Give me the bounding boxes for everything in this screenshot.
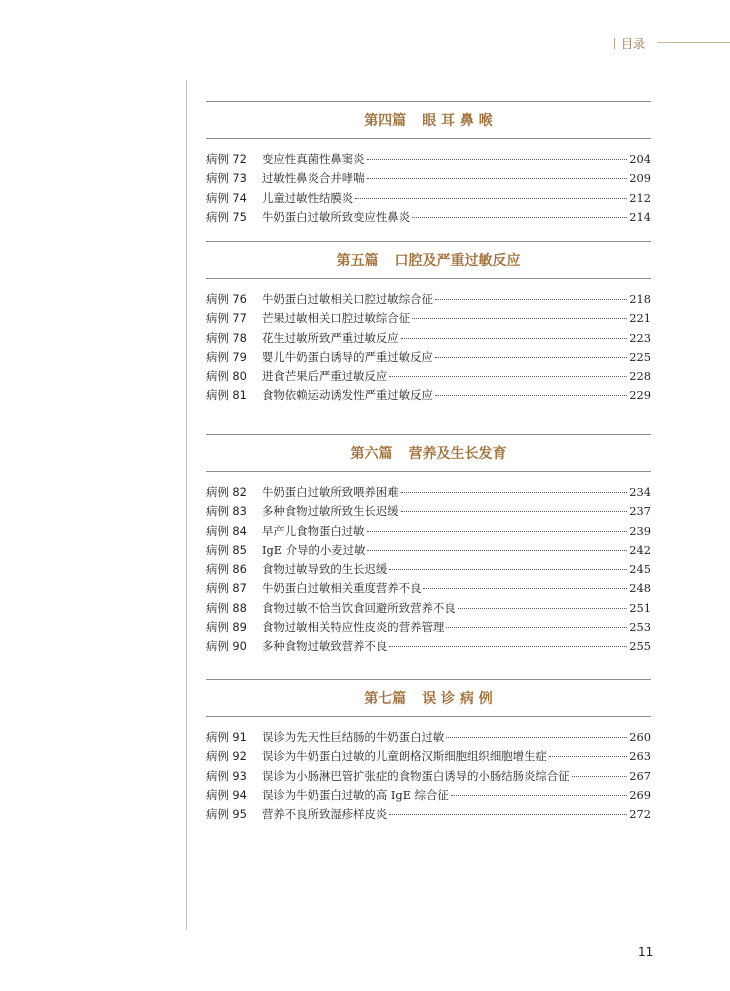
toc-entry[interactable] bbox=[206, 190, 651, 209]
page-ref: 242 bbox=[629, 542, 651, 557]
toc-entry[interactable] bbox=[206, 580, 651, 599]
dot-leader bbox=[435, 357, 627, 358]
case-label: 病例 90 bbox=[206, 639, 247, 654]
case-title: 误诊为牛奶蛋白过敏的高 IgE 综合征 bbox=[262, 787, 449, 802]
toc-entry[interactable] bbox=[206, 349, 651, 368]
toc-entry[interactable] bbox=[206, 787, 651, 806]
toc-entry[interactable] bbox=[206, 561, 651, 580]
case-title: 牛奶蛋白过敏所致喂养困难 bbox=[262, 485, 399, 499]
case-label: 病例 82 bbox=[206, 485, 247, 499]
dot-leader bbox=[423, 588, 627, 589]
page-ref: 214 bbox=[629, 209, 651, 224]
case-title: 芒果过敏相关口腔过敏综合征 bbox=[262, 311, 411, 326]
section-number: 第四篇 bbox=[364, 113, 407, 129]
toc-section bbox=[206, 679, 651, 825]
toc-entry[interactable] bbox=[206, 330, 651, 349]
page-ref: 234 bbox=[629, 485, 651, 499]
margin-rule bbox=[186, 80, 187, 930]
dot-leader bbox=[367, 178, 628, 179]
toc-entry[interactable] bbox=[206, 523, 651, 542]
case-label: 病例 85 bbox=[206, 542, 247, 557]
section-heading bbox=[206, 679, 651, 717]
case-label: 病例 78 bbox=[206, 330, 247, 345]
case-title: 牛奶蛋白过敏相关重度营养不良 bbox=[262, 581, 422, 596]
case-title: 营养不良所致湿疹样皮炎 bbox=[262, 807, 388, 822]
section-number: 第七篇 bbox=[364, 691, 407, 707]
case-label: 病例 73 bbox=[206, 171, 247, 186]
toc-entry[interactable] bbox=[206, 310, 651, 329]
toc-entry[interactable] bbox=[206, 209, 651, 228]
toc-entry[interactable] bbox=[206, 368, 651, 387]
case-title: 误诊为先天性巨结肠的牛奶蛋白过敏 bbox=[262, 730, 445, 744]
case-title: 食物过敏相关特应性皮炎的营养管理 bbox=[262, 620, 445, 635]
section-number: 第五篇 bbox=[336, 253, 379, 269]
entry-list bbox=[206, 151, 651, 228]
dot-leader bbox=[435, 395, 627, 396]
case-title: 早产儿食物蛋白过敏 bbox=[262, 523, 365, 538]
toc-entry[interactable] bbox=[206, 600, 651, 619]
case-label: 病例 93 bbox=[206, 768, 247, 783]
dot-leader bbox=[389, 569, 627, 570]
case-label: 病例 75 bbox=[206, 209, 247, 224]
page-ref: 212 bbox=[629, 190, 651, 205]
page-ref: 260 bbox=[629, 730, 651, 744]
toc-entry[interactable] bbox=[206, 542, 651, 561]
case-label: 病例 76 bbox=[206, 292, 247, 306]
page-ref: 245 bbox=[629, 562, 651, 577]
toc-section bbox=[206, 434, 651, 658]
case-label: 病例 94 bbox=[206, 787, 247, 802]
page-ref: 204 bbox=[629, 152, 651, 166]
page-ref: 263 bbox=[629, 749, 651, 764]
case-title: 食物依赖运动诱发性严重过敏反应 bbox=[262, 388, 433, 403]
case-title: 多种食物过敏致营养不良 bbox=[262, 639, 388, 654]
page-ref: 239 bbox=[629, 523, 651, 538]
toc-entry[interactable] bbox=[206, 806, 651, 825]
case-title: 进食芒果后严重过敏反应 bbox=[262, 369, 388, 384]
page-ref: 218 bbox=[629, 292, 651, 306]
dot-leader bbox=[446, 627, 627, 628]
dot-leader bbox=[367, 550, 627, 551]
case-label: 病例 95 bbox=[206, 807, 247, 822]
case-title: 误诊为牛奶蛋白过敏的儿童朗格汉斯细胞组织细胞增生症 bbox=[262, 749, 547, 764]
toc-entry[interactable] bbox=[206, 503, 651, 522]
case-label: 病例 74 bbox=[206, 190, 247, 205]
toc-section bbox=[206, 241, 651, 407]
case-label: 病例 81 bbox=[206, 388, 247, 403]
header-label: 目录 bbox=[621, 37, 646, 51]
case-label: 病例 84 bbox=[206, 523, 247, 538]
case-label: 病例 86 bbox=[206, 562, 247, 577]
page-ref: 209 bbox=[629, 171, 651, 186]
dot-leader bbox=[446, 737, 627, 738]
page-ref: 225 bbox=[629, 349, 651, 364]
toc-section bbox=[206, 101, 651, 228]
header-bar bbox=[614, 38, 615, 49]
page-ref: 272 bbox=[629, 807, 651, 822]
case-label: 病例 89 bbox=[206, 620, 247, 635]
dot-leader bbox=[435, 299, 627, 300]
case-title: 牛奶蛋白过敏所致变应性鼻炎 bbox=[262, 209, 411, 224]
page-ref: 229 bbox=[629, 388, 651, 403]
case-title: 花生过敏所致严重过敏反应 bbox=[262, 330, 399, 345]
case-label: 病例 83 bbox=[206, 504, 247, 519]
case-title: 过敏性鼻炎合并哮喘 bbox=[262, 171, 365, 186]
header-rule bbox=[657, 42, 730, 43]
case-label: 病例 87 bbox=[206, 581, 247, 596]
case-label: 病例 77 bbox=[206, 311, 247, 326]
toc-entry[interactable] bbox=[206, 729, 651, 748]
dot-leader bbox=[389, 376, 627, 377]
dot-leader bbox=[401, 511, 628, 512]
page-ref: 248 bbox=[629, 581, 651, 596]
section-heading bbox=[206, 241, 651, 279]
section-title: 口腔及严重过敏反应 bbox=[394, 253, 521, 269]
case-title: 变应性真菌性鼻窦炎 bbox=[262, 152, 365, 166]
page-number: 11 bbox=[638, 945, 654, 959]
dot-leader bbox=[401, 492, 628, 493]
case-label: 病例 79 bbox=[206, 349, 247, 364]
case-label: 病例 80 bbox=[206, 369, 247, 384]
toc-entry[interactable] bbox=[206, 484, 651, 503]
section-number: 第六篇 bbox=[350, 446, 393, 462]
dot-leader bbox=[412, 318, 627, 319]
toc-entry[interactable] bbox=[206, 151, 651, 170]
page-ref: 253 bbox=[629, 620, 651, 635]
case-title: 食物过敏不恰当饮食回避所致营养不良 bbox=[262, 600, 456, 615]
entry-list bbox=[206, 729, 651, 825]
toc-entry[interactable] bbox=[206, 291, 651, 310]
entry-list bbox=[206, 484, 651, 658]
dot-leader bbox=[458, 608, 628, 609]
toc-entry[interactable] bbox=[206, 768, 651, 787]
dot-leader bbox=[572, 776, 628, 777]
dot-leader bbox=[401, 338, 628, 339]
case-title: 婴儿牛奶蛋白诱导的严重过敏反应 bbox=[262, 349, 433, 364]
dot-leader bbox=[367, 531, 628, 532]
toc-entry[interactable] bbox=[206, 170, 651, 189]
section-heading bbox=[206, 101, 651, 139]
case-title: 儿童过敏性结膜炎 bbox=[262, 190, 354, 205]
case-label: 病例 72 bbox=[206, 152, 247, 166]
case-title: IgE 介导的小麦过敏 bbox=[262, 542, 366, 557]
case-title: 多种食物过敏所致生长迟缓 bbox=[262, 504, 399, 519]
case-label: 病例 92 bbox=[206, 749, 247, 764]
case-label: 病例 88 bbox=[206, 600, 247, 615]
toc-entry[interactable] bbox=[206, 619, 651, 638]
dot-leader bbox=[549, 756, 627, 757]
page-ref: 269 bbox=[629, 787, 651, 802]
page-ref: 223 bbox=[629, 330, 651, 345]
dot-leader bbox=[355, 198, 627, 199]
toc-entry[interactable] bbox=[206, 387, 651, 406]
running-header bbox=[614, 35, 645, 52]
dot-leader bbox=[389, 646, 627, 647]
toc-entry[interactable] bbox=[206, 638, 651, 657]
case-title: 牛奶蛋白过敏相关口腔过敏综合征 bbox=[262, 292, 433, 306]
section-title: 营养及生长发育 bbox=[408, 446, 507, 462]
case-title: 食物过敏导致的生长迟缓 bbox=[262, 562, 388, 577]
page-ref: 228 bbox=[629, 369, 651, 384]
page-ref: 255 bbox=[629, 639, 651, 654]
section-heading bbox=[206, 434, 651, 472]
entry-list bbox=[206, 291, 651, 407]
page-ref: 267 bbox=[629, 768, 651, 783]
dot-leader bbox=[389, 814, 627, 815]
page-ref: 221 bbox=[629, 311, 651, 326]
page-ref: 237 bbox=[629, 504, 651, 519]
dot-leader bbox=[412, 217, 627, 218]
dot-leader bbox=[367, 159, 628, 160]
toc-entry[interactable] bbox=[206, 748, 651, 767]
section-title: 误 诊 病 例 bbox=[422, 691, 493, 707]
case-label: 病例 91 bbox=[206, 730, 247, 744]
case-title: 误诊为小肠淋巴管扩张症的食物蛋白诱导的小肠结肠炎综合征 bbox=[262, 768, 570, 783]
dot-leader bbox=[451, 795, 627, 796]
section-title: 眼 耳 鼻 喉 bbox=[422, 113, 493, 129]
page-ref: 251 bbox=[629, 600, 651, 615]
